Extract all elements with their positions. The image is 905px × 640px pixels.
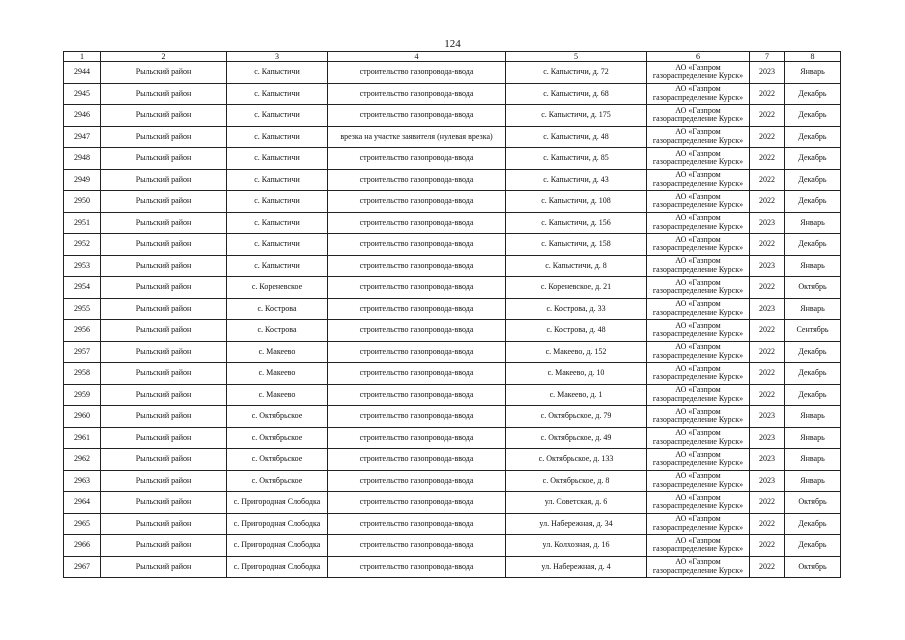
table-row [64, 470, 841, 492]
district-cell: Рыльский район [101, 320, 227, 342]
page-number: 124 [444, 38, 461, 50]
table-row [64, 556, 841, 578]
organization-cell: АО «Газпром газораспределение Курск» [647, 298, 750, 320]
column-header: 7 [750, 52, 785, 62]
address-cell: с. Капыстичи, д. 85 [506, 148, 647, 170]
year-cell: 2022 [750, 148, 785, 170]
organization-cell: АО «Газпром газораспределение Курск» [647, 449, 750, 471]
year-cell: 2022 [750, 126, 785, 148]
address-cell: с. Макеево, д. 152 [506, 341, 647, 363]
settlement-cell: с. Капыстичи [227, 169, 328, 191]
column-header: 6 [647, 52, 750, 62]
settlement-cell: с. Кореневское [227, 277, 328, 299]
row-number-cell: 2956 [64, 320, 101, 342]
organization-cell: АО «Газпром газораспределение Курск» [647, 83, 750, 105]
district-cell: Рыльский район [101, 470, 227, 492]
address-cell: с. Кострова, д. 33 [506, 298, 647, 320]
table-row [64, 126, 841, 148]
work-type-cell: строительство газопровода-ввода [328, 234, 506, 256]
row-number-cell: 2950 [64, 191, 101, 213]
table-row [64, 320, 841, 342]
row-number-cell: 2952 [64, 234, 101, 256]
table-row [64, 449, 841, 471]
work-type-cell: строительство газопровода-ввода [328, 105, 506, 127]
organization-cell: АО «Газпром газораспределение Курск» [647, 556, 750, 578]
table-row [64, 62, 841, 84]
year-cell: 2022 [750, 384, 785, 406]
organization-cell: АО «Газпром газораспределение Курск» [647, 105, 750, 127]
settlement-cell: с. Пригородная Слободка [227, 513, 328, 535]
table-row [64, 234, 841, 256]
settlement-cell: с. Октябрьское [227, 449, 328, 471]
organization-cell: АО «Газпром газораспределение Курск» [647, 126, 750, 148]
row-number-cell: 2965 [64, 513, 101, 535]
organization-cell: АО «Газпром газораспределение Курск» [647, 212, 750, 234]
year-cell: 2022 [750, 105, 785, 127]
district-cell: Рыльский район [101, 341, 227, 363]
organization-cell: АО «Газпром газораспределение Курск» [647, 277, 750, 299]
work-type-cell: строительство газопровода-ввода [328, 449, 506, 471]
district-cell: Рыльский район [101, 277, 227, 299]
district-cell: Рыльский район [101, 298, 227, 320]
settlement-cell: с. Капыстичи [227, 148, 328, 170]
work-type-cell: строительство газопровода-ввода [328, 470, 506, 492]
month-cell: Январь [785, 406, 841, 428]
address-cell: с. Кореневское, д. 21 [506, 277, 647, 299]
row-number-cell: 2963 [64, 470, 101, 492]
work-type-cell: строительство газопровода-ввода [328, 255, 506, 277]
organization-cell: АО «Газпром газораспределение Курск» [647, 62, 750, 84]
month-cell: Октябрь [785, 277, 841, 299]
month-cell: Декабрь [785, 148, 841, 170]
table-header-row [64, 52, 841, 62]
district-cell: Рыльский район [101, 83, 227, 105]
row-number-cell: 2951 [64, 212, 101, 234]
table-body [64, 62, 841, 578]
table-row [64, 212, 841, 234]
work-type-cell: строительство газопровода-ввода [328, 535, 506, 557]
work-type-cell: строительство газопровода-ввода [328, 406, 506, 428]
work-type-cell: строительство газопровода-ввода [328, 363, 506, 385]
address-cell: с. Октябрьское, д. 133 [506, 449, 647, 471]
district-cell: Рыльский район [101, 62, 227, 84]
organization-cell: АО «Газпром газораспределение Курск» [647, 320, 750, 342]
row-number-cell: 2946 [64, 105, 101, 127]
address-cell: с. Макеево, д. 10 [506, 363, 647, 385]
year-cell: 2022 [750, 83, 785, 105]
work-type-cell: строительство газопровода-ввода [328, 277, 506, 299]
district-cell: Рыльский район [101, 148, 227, 170]
row-number-cell: 2960 [64, 406, 101, 428]
settlement-cell: с. Макеево [227, 363, 328, 385]
organization-cell: АО «Газпром газораспределение Курск» [647, 234, 750, 256]
settlement-cell: с. Капыстичи [227, 62, 328, 84]
district-cell: Рыльский район [101, 513, 227, 535]
district-cell: Рыльский район [101, 363, 227, 385]
year-cell: 2022 [750, 191, 785, 213]
address-cell: ул. Колхозная, д. 16 [506, 535, 647, 557]
row-number-cell: 2953 [64, 255, 101, 277]
settlement-cell: с. Кострова [227, 298, 328, 320]
row-number-cell: 2967 [64, 556, 101, 578]
table-row [64, 406, 841, 428]
settlement-cell: с. Октябрьское [227, 427, 328, 449]
district-cell: Рыльский район [101, 169, 227, 191]
address-cell: с. Капыстичи, д. 108 [506, 191, 647, 213]
organization-cell: АО «Газпром газораспределение Курск» [647, 535, 750, 557]
table-row [64, 427, 841, 449]
settlement-cell: с. Октябрьское [227, 470, 328, 492]
table-row [64, 298, 841, 320]
year-cell: 2023 [750, 406, 785, 428]
month-cell: Декабрь [785, 234, 841, 256]
table-row [64, 105, 841, 127]
district-cell: Рыльский район [101, 427, 227, 449]
work-type-cell: строительство газопровода-ввода [328, 191, 506, 213]
address-cell: с. Капыстичи, д. 175 [506, 105, 647, 127]
month-cell: Декабрь [785, 83, 841, 105]
work-type-cell: строительство газопровода-ввода [328, 148, 506, 170]
month-cell: Декабрь [785, 384, 841, 406]
work-type-cell: врезка на участке заявителя (нулевая врезка) [328, 126, 506, 148]
month-cell: Январь [785, 298, 841, 320]
address-cell: с. Капыстичи, д. 43 [506, 169, 647, 191]
month-cell: Январь [785, 255, 841, 277]
table-row [64, 341, 841, 363]
month-cell: Декабрь [785, 363, 841, 385]
district-cell: Рыльский район [101, 556, 227, 578]
year-cell: 2023 [750, 298, 785, 320]
year-cell: 2023 [750, 212, 785, 234]
table-row [64, 255, 841, 277]
year-cell: 2023 [750, 62, 785, 84]
table-row [64, 535, 841, 557]
settlement-cell: с. Октябрьское [227, 406, 328, 428]
work-type-cell: строительство газопровода-ввода [328, 492, 506, 514]
settlement-cell: с. Капыстичи [227, 234, 328, 256]
work-type-cell: строительство газопровода-ввода [328, 83, 506, 105]
settlement-cell: с. Капыстичи [227, 126, 328, 148]
table-row [64, 384, 841, 406]
address-cell: с. Капыстичи, д. 156 [506, 212, 647, 234]
month-cell: Декабрь [785, 191, 841, 213]
address-cell: с. Капыстичи, д. 48 [506, 126, 647, 148]
district-cell: Рыльский район [101, 212, 227, 234]
table-row [64, 513, 841, 535]
district-cell: Рыльский район [101, 406, 227, 428]
month-cell: Декабрь [785, 341, 841, 363]
address-cell: с. Капыстичи, д. 72 [506, 62, 647, 84]
year-cell: 2022 [750, 535, 785, 557]
district-cell: Рыльский район [101, 255, 227, 277]
row-number-cell: 2959 [64, 384, 101, 406]
settlement-cell: с. Макеево [227, 384, 328, 406]
row-number-cell: 2955 [64, 298, 101, 320]
organization-cell: АО «Газпром газораспределение Курск» [647, 191, 750, 213]
work-type-cell: строительство газопровода-ввода [328, 212, 506, 234]
row-number-cell: 2948 [64, 148, 101, 170]
district-cell: Рыльский район [101, 234, 227, 256]
address-cell: с. Кострова, д. 48 [506, 320, 647, 342]
district-cell: Рыльский район [101, 384, 227, 406]
row-number-cell: 2947 [64, 126, 101, 148]
settlement-cell: с. Макеево [227, 341, 328, 363]
work-type-cell: строительство газопровода-ввода [328, 169, 506, 191]
month-cell: Декабрь [785, 535, 841, 557]
column-header: 1 [64, 52, 101, 62]
table-row [64, 277, 841, 299]
work-type-cell: строительство газопровода-ввода [328, 298, 506, 320]
district-cell: Рыльский район [101, 449, 227, 471]
settlement-cell: с. Капыстичи [227, 83, 328, 105]
year-cell: 2022 [750, 556, 785, 578]
year-cell: 2023 [750, 255, 785, 277]
year-cell: 2022 [750, 277, 785, 299]
row-number-cell: 2962 [64, 449, 101, 471]
year-cell: 2022 [750, 169, 785, 191]
year-cell: 2022 [750, 363, 785, 385]
settlement-cell: с. Кострова [227, 320, 328, 342]
year-cell: 2022 [750, 341, 785, 363]
settlement-cell: с. Пригородная Слободка [227, 535, 328, 557]
table-row [64, 83, 841, 105]
column-header: 2 [101, 52, 227, 62]
month-cell: Декабрь [785, 105, 841, 127]
work-type-cell: строительство газопровода-ввода [328, 556, 506, 578]
month-cell: Январь [785, 470, 841, 492]
district-cell: Рыльский район [101, 535, 227, 557]
month-cell: Декабрь [785, 126, 841, 148]
work-type-cell: строительство газопровода-ввода [328, 62, 506, 84]
settlement-cell: с. Капыстичи [227, 212, 328, 234]
year-cell: 2022 [750, 234, 785, 256]
settlement-cell: с. Капыстичи [227, 255, 328, 277]
work-type-cell: строительство газопровода-ввода [328, 513, 506, 535]
organization-cell: АО «Газпром газораспределение Курск» [647, 363, 750, 385]
address-cell: с. Октябрьское, д. 8 [506, 470, 647, 492]
organization-cell: АО «Газпром газораспределение Курск» [647, 148, 750, 170]
address-cell: ул. Советская, д. 6 [506, 492, 647, 514]
month-cell: Декабрь [785, 169, 841, 191]
organization-cell: АО «Газпром газораспределение Курск» [647, 255, 750, 277]
row-number-cell: 2958 [64, 363, 101, 385]
month-cell: Январь [785, 212, 841, 234]
year-cell: 2022 [750, 513, 785, 535]
district-cell: Рыльский район [101, 191, 227, 213]
row-number-cell: 2954 [64, 277, 101, 299]
year-cell: 2022 [750, 492, 785, 514]
column-header: 5 [506, 52, 647, 62]
row-number-cell: 2949 [64, 169, 101, 191]
work-type-cell: строительство газопровода-ввода [328, 427, 506, 449]
table-row [64, 148, 841, 170]
month-cell: Январь [785, 427, 841, 449]
address-cell: с. Октябрьское, д. 49 [506, 427, 647, 449]
address-cell: ул. Набережная, д. 4 [506, 556, 647, 578]
organization-cell: АО «Газпром газораспределение Курск» [647, 384, 750, 406]
organization-cell: АО «Газпром газораспределение Курск» [647, 169, 750, 191]
address-cell: с. Капыстичи, д. 8 [506, 255, 647, 277]
address-cell: с. Макеево, д. 1 [506, 384, 647, 406]
month-cell: Январь [785, 449, 841, 471]
month-cell: Декабрь [785, 513, 841, 535]
address-cell: с. Октябрьское, д. 79 [506, 406, 647, 428]
year-cell: 2023 [750, 470, 785, 492]
organization-cell: АО «Газпром газораспределение Курск» [647, 341, 750, 363]
year-cell: 2023 [750, 449, 785, 471]
district-cell: Рыльский район [101, 492, 227, 514]
organization-cell: АО «Газпром газораспределение Курск» [647, 470, 750, 492]
address-cell: с. Капыстичи, д. 68 [506, 83, 647, 105]
work-type-cell: строительство газопровода-ввода [328, 341, 506, 363]
table-row [64, 191, 841, 213]
row-number-cell: 2945 [64, 83, 101, 105]
month-cell: Октябрь [785, 556, 841, 578]
row-number-cell: 2957 [64, 341, 101, 363]
work-type-cell: строительство газопровода-ввода [328, 320, 506, 342]
address-cell: ул. Набережная, д. 34 [506, 513, 647, 535]
column-header: 8 [785, 52, 841, 62]
table-row [64, 363, 841, 385]
organization-cell: АО «Газпром газораспределение Курск» [647, 513, 750, 535]
column-header: 3 [227, 52, 328, 62]
organization-cell: АО «Газпром газораспределение Курск» [647, 406, 750, 428]
month-cell: Январь [785, 62, 841, 84]
column-header: 4 [328, 52, 506, 62]
year-cell: 2023 [750, 427, 785, 449]
organization-cell: АО «Газпром газораспределение Курск» [647, 427, 750, 449]
table-row [64, 169, 841, 191]
settlement-cell: с. Пригородная Слободка [227, 492, 328, 514]
row-number-cell: 2964 [64, 492, 101, 514]
work-type-cell: строительство газопровода-ввода [328, 384, 506, 406]
settlement-cell: с. Капыстичи [227, 105, 328, 127]
document-table [63, 51, 841, 578]
row-number-cell: 2966 [64, 535, 101, 557]
district-cell: Рыльский район [101, 105, 227, 127]
district-cell: Рыльский район [101, 126, 227, 148]
organization-cell: АО «Газпром газораспределение Курск» [647, 492, 750, 514]
row-number-cell: 2961 [64, 427, 101, 449]
address-cell: с. Капыстичи, д. 158 [506, 234, 647, 256]
settlement-cell: с. Пригородная Слободка [227, 556, 328, 578]
year-cell: 2022 [750, 320, 785, 342]
settlement-cell: с. Капыстичи [227, 191, 328, 213]
row-number-cell: 2944 [64, 62, 101, 84]
month-cell: Октябрь [785, 492, 841, 514]
month-cell: Сентябрь [785, 320, 841, 342]
table-row [64, 492, 841, 514]
